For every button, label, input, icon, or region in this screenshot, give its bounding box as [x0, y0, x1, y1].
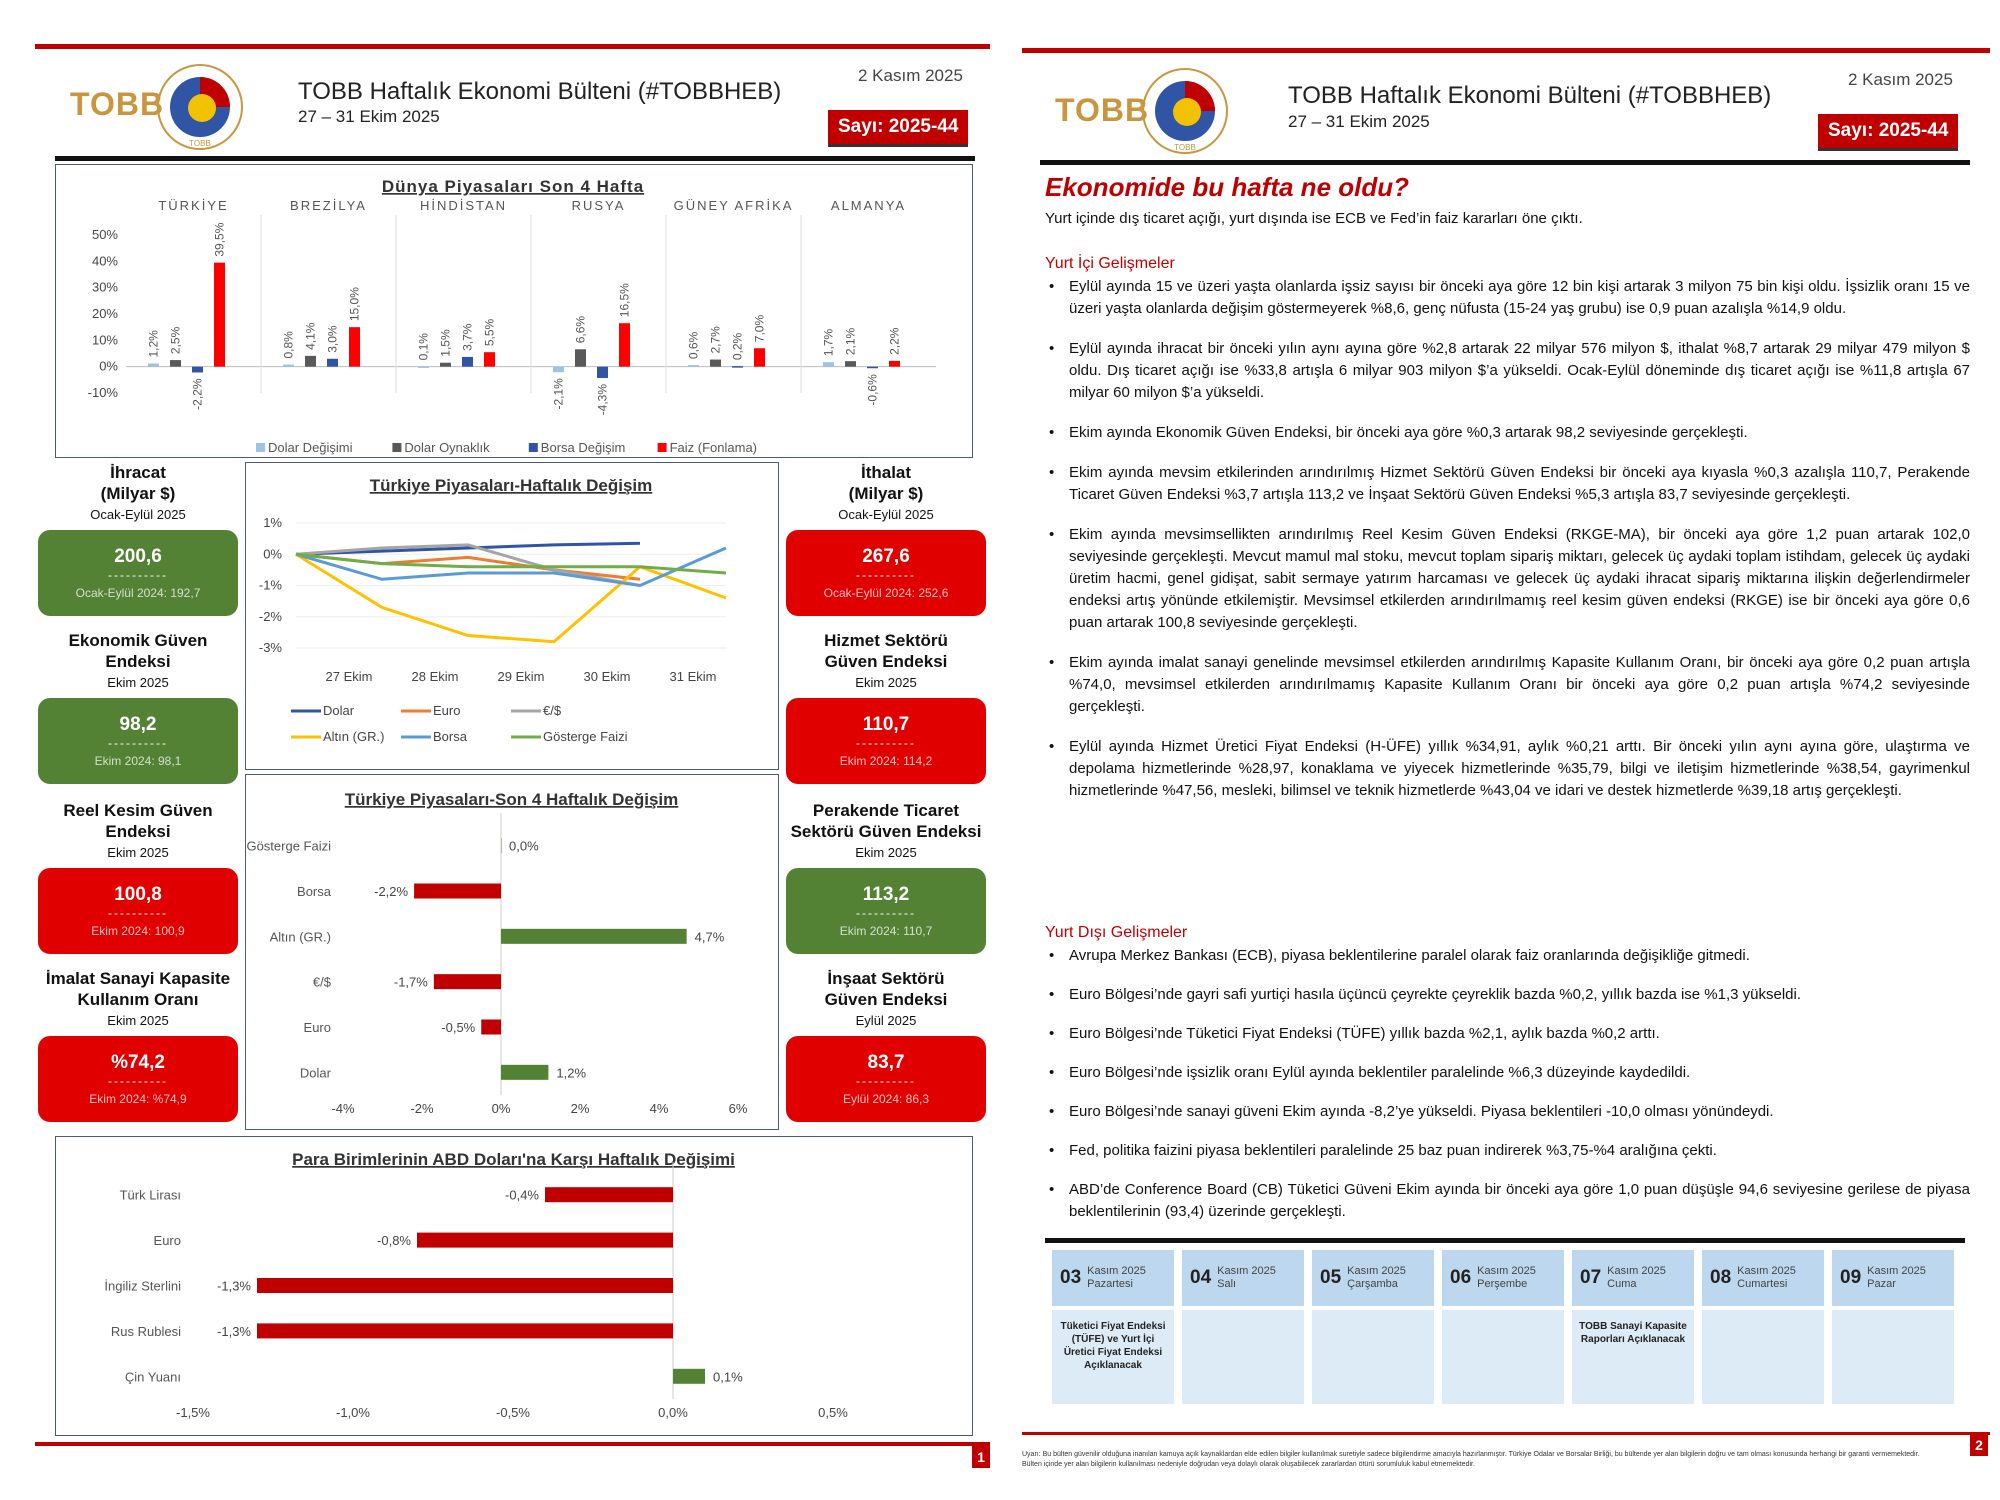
- bulletin-title-2: TOBB Haftalık Ekonomi Bülteni (#TOBBHEB): [1288, 82, 1772, 109]
- ind-title-line1: İnşaat Sektörü: [827, 969, 945, 988]
- y-tick-label: -1%: [258, 577, 282, 593]
- bar: [148, 364, 159, 367]
- calendar-day-header: [1572, 1250, 1694, 1306]
- legend-label: Euro: [433, 703, 461, 718]
- y-tick-label: 20%: [91, 306, 118, 321]
- tobb-logo-2: TOBB: [1055, 92, 1150, 128]
- y-tick-label: 1%: [263, 515, 282, 530]
- data-label: 3,0%: [325, 325, 340, 353]
- ind-previous: Ekim 2024: 98,1: [94, 754, 182, 768]
- bar: [575, 349, 586, 366]
- legend-label: Dolar Değişimi: [268, 440, 353, 455]
- legend-swatch: [392, 443, 401, 452]
- bar: [305, 356, 316, 367]
- data-label: 15,0%: [347, 287, 362, 322]
- day-text: Kasım 2025 Perşembe: [1477, 1265, 1536, 1290]
- bar: [823, 362, 834, 366]
- issue-badge-2: Sayı: 2025-44: [1818, 114, 1958, 151]
- indicator-left-title-0: [38, 462, 238, 525]
- ind-title-line1: İmalat Sanayi Kapasite: [45, 969, 231, 988]
- indicator-left-box-0: [38, 530, 238, 616]
- data-label: 4,1%: [303, 322, 318, 350]
- domestic-item: • Ekim ayında Ekonomik Güven Endeksi, bir önceki aya göre %0,3 artarak 98,2 seviyesinde gerçekleşti.: [1045, 422, 1970, 444]
- calendar-event: TOBB Sanayi Kapasite Raporları Açıklanacak: [1572, 1310, 1694, 1404]
- data-label: 16,5%: [617, 283, 632, 318]
- foreign-item: • ABD’de Conference Board (CB) Tüketici Güveni Ekim ayında bir önceki aya göre 1,0 puan düşüşle 94,6 seviyesine gerilese de piyasa beklentilerinin (93,4) üzerinde gerçekleşti.: [1045, 1179, 1970, 1223]
- data-label: 4,7%: [694, 929, 725, 945]
- day-number: 03: [1060, 1267, 1082, 1288]
- bar: [732, 366, 743, 368]
- bar: [192, 367, 203, 373]
- chart-title: Türkiye Piyasaları-Son 4 Haftalık Değişim: [344, 790, 679, 809]
- ind-period: Ekim 2025: [855, 675, 917, 690]
- tobb-seal-icon-2: [1140, 66, 1230, 156]
- bulletin-period: 27 – 31 Ekim 2025: [298, 107, 440, 126]
- data-label: 2,5%: [168, 326, 183, 355]
- domestic-item: • Ekim ayında mevsimsellikten arındırılmış Reel Kesim Güven Endeksi (RKGE-MA), bir önceki aya göre 1,2 puan artarak 102,0 seviyesinde gerçekleşti. Mevcut mamul mal stoku, mevcut toplam sipariş miktarı, gelecek üç aydaki toplam istihdam, gelecek üç aydaki üretim hacmi, genel gidişat, sabit sermaye yatırım harcaması ve gelecek üç aydaki ihracat sipariş miktarına ilişkin değerlendirmeler endeksi artış yönünde etkilemiştir. Mevsimsel etkilerden arındırılmamış reel kesim güven endeksi (RKGE) ise bir önceki aya göre 0,6 puan artarak 100,8 seviyesinde gerçekleşti.: [1045, 524, 1970, 634]
- ind-title-line2: Güven Endeksi: [824, 652, 948, 671]
- data-label: -1,3%: [217, 1323, 251, 1339]
- ind-previous: Eylül 2024: 86,3: [842, 1092, 930, 1106]
- indicator-left-title-1: [38, 630, 238, 693]
- bottom-bar: [35, 1442, 990, 1446]
- bar: [417, 1233, 673, 1248]
- foreign-item: • Euro Bölgesi’nde gayri safi yurtiçi hasıla üçüncü çeyrekte çeyreklik bazda %0,2, yıllık bazda ise %1,3 yükseldi.: [1045, 984, 1970, 1006]
- bar: [710, 360, 721, 367]
- ind-value: 100,8: [114, 884, 162, 905]
- legend-label: Altın (GR.): [323, 729, 385, 744]
- weekly-calendar: [1052, 1250, 1954, 1404]
- svg-text:TOBB: TOBB: [189, 139, 211, 148]
- y-tick-label: 40%: [91, 253, 118, 269]
- ind-title-line1: Perakende Ticaret: [812, 801, 960, 820]
- currency-change-panel: [55, 1136, 973, 1436]
- x-tick-label: 0,0%: [658, 1405, 688, 1420]
- indicator-right-title-2: [786, 800, 986, 863]
- indicator-left-box-1: [38, 698, 238, 784]
- ind-divider: ----------: [856, 568, 916, 582]
- calendar-rule: [1045, 1238, 1965, 1243]
- bar: [754, 348, 765, 366]
- calendar-day-header: [1052, 1250, 1174, 1306]
- day-number: 05: [1320, 1267, 1342, 1288]
- data-label: 2,2%: [887, 327, 902, 355]
- bar: [545, 1187, 673, 1202]
- ind-previous: Ekim 2024: 110,7: [839, 924, 933, 938]
- data-label: 1,7%: [821, 328, 836, 357]
- calendar-day-09: [1832, 1250, 1954, 1404]
- calendar-day-04: [1182, 1250, 1304, 1404]
- ind-title-line2: Sektörü Güven Endeksi: [790, 822, 982, 841]
- legend-label: Borsa Değişim: [540, 440, 626, 455]
- x-tick-label: 30 Ekim: [583, 669, 631, 684]
- category-label: Türk Lirası: [119, 1187, 181, 1203]
- calendar-day-03: [1052, 1250, 1174, 1404]
- legend-swatch: [658, 443, 667, 452]
- legend-swatch: [256, 443, 265, 452]
- day-number: 06: [1450, 1267, 1472, 1288]
- data-label: 1,5%: [438, 329, 453, 357]
- ind-value: %74,2: [111, 1052, 165, 1073]
- y-tick-label: -3%: [258, 640, 282, 655]
- ind-value: 113,2: [862, 884, 910, 905]
- day-number: 04: [1190, 1267, 1212, 1288]
- indicator-left-title-3: [38, 968, 238, 1031]
- data-label: 0,8%: [281, 331, 296, 359]
- currency-change-chart: [56, 1137, 971, 1434]
- world-markets-panel: [55, 164, 973, 458]
- indicator-right-title-3: [786, 968, 986, 1031]
- data-label: 0,2%: [730, 332, 745, 361]
- day-text: Kasım 2025 Pazar: [1867, 1265, 1926, 1290]
- calendar-event: [1312, 1310, 1434, 1404]
- x-tick-label: -1,0%: [336, 1405, 370, 1420]
- category-label: HİNDİSTAN: [419, 198, 508, 213]
- ind-period: Ocak-Eylül 2025: [90, 507, 186, 522]
- top-bar-2: [1022, 48, 1990, 53]
- indicator-right-box-0: [786, 530, 986, 616]
- calendar-day-header: [1832, 1250, 1954, 1306]
- intro-text: Yurt içinde dış ticaret açığı, yurt dışında ise ECB ve Fed’in faiz kararları öne çıktı.: [1045, 210, 1583, 227]
- data-label: -4,3%: [595, 383, 610, 416]
- chart-title: Para Birimlerinin ABD Doları'na Karşı Haftalık Değişimi: [292, 1150, 735, 1169]
- day-number: 08: [1710, 1267, 1732, 1288]
- ind-divider: ----------: [108, 736, 168, 750]
- category-label: Dolar: [299, 1065, 331, 1081]
- ind-period: Eylül 2025: [855, 1013, 917, 1028]
- page-2: [1010, 0, 2000, 1500]
- page-number: 1: [972, 1446, 990, 1468]
- y-tick-label: 30%: [91, 279, 118, 295]
- bar: [462, 357, 473, 367]
- data-label: 0,0%: [509, 838, 539, 854]
- calendar-event: [1442, 1310, 1564, 1404]
- category-label: €/$: [312, 974, 331, 990]
- data-label: -1,7%: [393, 974, 428, 990]
- data-label: -1,3%: [217, 1278, 251, 1294]
- data-label: 0,1%: [416, 333, 431, 361]
- x-tick-label: 27 Ekim: [325, 669, 373, 684]
- bulletin-date: 2 Kasım 2025: [858, 66, 963, 85]
- day-text: Kasım 2025 Cuma: [1607, 1265, 1666, 1290]
- ind-title-line2: Kullanım Oranı: [77, 990, 199, 1009]
- ind-previous: Ekim 2024: 100,9: [91, 924, 185, 938]
- category-label: Rus Rublesi: [110, 1323, 181, 1339]
- domestic-item: • Eylül ayında Hizmet Üretici Fiyat Endeksi (H-ÜFE) yıllık %34,91, aylık %0,21 arttı. Bir önceki yılın aynı ayına göre, ulaştırma ve depolama hizmetlerinde %28,97, konaklama ve yiyecek hizmetlerinde %35,79, bilgi ve iletişim hizmetlerinde %38,54, gayrimenkul hizmetlerinde %47,56, mesleki, bilimsel ve teknik hizmetlerde %43,04 ve idari ve destek hizmetlerde %39,18 artış gerçekleşti.: [1045, 736, 1970, 802]
- data-label: 6,6%: [573, 315, 588, 344]
- bar: [619, 323, 630, 366]
- calendar-event: Tüketici Fiyat Endeksi (TÜFE) ve Yurt İçi Üretici Fiyat Endeksi Açıklanacak: [1052, 1310, 1174, 1404]
- ind-title-line2: Endeksi: [105, 822, 171, 841]
- indicator-right-box-1: [786, 698, 986, 784]
- x-tick-label: -0,5%: [496, 1405, 530, 1420]
- data-label: 2,7%: [708, 326, 723, 354]
- y-tick-label: 0%: [263, 546, 282, 562]
- category-label: Euro: [303, 1020, 331, 1035]
- calendar-event: [1832, 1310, 1954, 1404]
- indicator-left-box-3: [38, 1036, 238, 1122]
- x-tick-label: 2%: [570, 1101, 590, 1116]
- legend-label: Gösterge Faizi: [543, 729, 628, 744]
- legend-label: Borsa: [433, 729, 467, 744]
- domestic-heading: Yurt İçi Gelişmeler: [1045, 255, 1175, 272]
- category-label: Altın (GR.): [269, 929, 331, 945]
- bar: [257, 1278, 673, 1293]
- day-number: 07: [1580, 1267, 1602, 1288]
- category-label: RUSYA: [571, 198, 626, 213]
- x-tick-label: 31 Ekim: [669, 669, 717, 684]
- data-label: 2,1%: [843, 327, 858, 356]
- x-tick-label: 4%: [649, 1101, 669, 1116]
- bar: [481, 1020, 501, 1035]
- svg-text:TOBB: TOBB: [1174, 143, 1196, 152]
- data-label: 5,5%: [482, 318, 497, 347]
- category-label: ALMANYA: [830, 198, 907, 213]
- calendar-day-header: [1442, 1250, 1564, 1306]
- ind-title-line2: (Milyar $): [848, 484, 924, 503]
- calendar-day-07: [1572, 1250, 1694, 1404]
- foreign-item: • Euro Bölgesi’nde sanayi güveni Ekim ayında -8,2’ye yükseldi. Piyasa beklentileri -10,0 olması yönündeydi.: [1045, 1101, 1970, 1123]
- ind-value: 98,2: [119, 714, 157, 735]
- calendar-day-08: [1702, 1250, 1824, 1404]
- indicator-right-box-2: [786, 868, 986, 954]
- world-markets-chart: [56, 165, 971, 456]
- bar: [688, 365, 699, 367]
- bar: [845, 361, 856, 367]
- ind-title-line1: Hizmet Sektörü: [824, 631, 948, 650]
- bar: [349, 327, 360, 367]
- domestic-item: • Eylül ayında 15 ve üzeri yaşta olanlarda işsiz sayısı bir önceki aya göre 12 bin kişi artarak 3 milyon 75 bin kişi oldu. İşsizlik oranı 15 ve üzeri yaşta olanlarda değişim göstermeyerek %8,6, genç nüfusta (15-24 yaş grubu) ise 0,9 puan azalışla %14,9 oldu.: [1045, 276, 1970, 320]
- y-tick-label: 0%: [99, 358, 118, 374]
- category-label: BREZİLYA: [290, 198, 367, 213]
- foreign-list: [1045, 945, 1970, 1240]
- ind-divider: ----------: [108, 568, 168, 582]
- ind-value: 200,6: [114, 546, 162, 567]
- weekly-change-chart: [246, 463, 777, 768]
- x-tick-label: 6%: [728, 1101, 748, 1116]
- legend-label: Dolar Oynaklık: [404, 440, 490, 455]
- top-bar: [35, 44, 990, 49]
- legend-label: €/$: [543, 703, 562, 718]
- category-label: Borsa: [297, 884, 331, 899]
- y-tick-label: -2%: [258, 608, 282, 624]
- bulletin-title: TOBB Haftalık Ekonomi Bülteni (#TOBBHEB): [298, 78, 782, 105]
- calendar-day-05: [1312, 1250, 1434, 1404]
- indicator-right-title-0: [786, 462, 986, 525]
- calendar-day-header: [1702, 1250, 1824, 1306]
- ind-title-line1: İthalat: [860, 463, 912, 482]
- bar: [434, 974, 501, 989]
- data-label: 0,6%: [686, 331, 701, 360]
- ind-title-line2: Güven Endeksi: [824, 990, 948, 1009]
- ind-period: Ekim 2025: [107, 1013, 169, 1028]
- ind-value: 110,7: [862, 714, 910, 735]
- bar: [214, 263, 225, 367]
- data-label: 0,1%: [713, 1369, 743, 1385]
- legend-label: Dolar: [323, 703, 355, 718]
- ind-period: Ekim 2025: [855, 845, 917, 860]
- ind-title-line2: (Milyar $): [100, 484, 176, 503]
- category-label: Euro: [153, 1233, 181, 1249]
- four-week-change-panel: [245, 774, 779, 1130]
- indicator-right-title-1: [786, 630, 986, 693]
- ind-divider: ----------: [108, 1074, 168, 1088]
- ind-previous: Ekim 2024: %74,9: [89, 1092, 187, 1106]
- calendar-day-header: [1182, 1250, 1304, 1306]
- category-label: İngiliz Sterlini: [104, 1278, 181, 1294]
- category-label: GÜNEY AFRİKA: [673, 198, 794, 213]
- ind-divider: ----------: [856, 736, 916, 750]
- bar: [440, 363, 451, 367]
- day-text: Kasım 2025 Cumartesi: [1737, 1265, 1796, 1290]
- y-tick-label: 10%: [91, 332, 118, 348]
- data-label: 3,7%: [460, 323, 475, 351]
- category-label: TÜRKİYE: [158, 198, 229, 213]
- ind-divider: ----------: [856, 906, 916, 920]
- data-label: -0,4%: [505, 1187, 539, 1203]
- category-label: Gösterge Faizi: [246, 838, 331, 854]
- x-tick-label: -4%: [331, 1101, 355, 1116]
- bottom-bar-2: [1022, 1432, 1990, 1435]
- indicator-left-title-2: [38, 800, 238, 863]
- bar: [501, 929, 687, 944]
- issue-badge: Sayı: 2025-44: [828, 110, 968, 147]
- legend-swatch: [529, 443, 538, 452]
- indicator-right-box-3: [786, 1036, 986, 1122]
- header-rule-2: [1040, 160, 1970, 165]
- data-label: 1,2%: [556, 1065, 587, 1081]
- foreign-item: • Euro Bölgesi’nde işsizlik oranı Eylül ayında beklentiler paralelinde %6,3 düzeyinde kaydedildi.: [1045, 1062, 1970, 1084]
- ind-divider: ----------: [856, 1074, 916, 1088]
- foreign-item: • Euro Bölgesi’nde Tüketici Fiyat Endeksi (TÜFE) yıllık bazda %2,1, aylık bazda %0,2 arttı.: [1045, 1023, 1970, 1045]
- bulletin-period-2: 27 – 31 Ekim 2025: [1288, 112, 1430, 131]
- bar: [327, 359, 338, 367]
- bar: [673, 1369, 705, 1384]
- foreign-item: • Fed, politika faizini piyasa beklentileri paralelinde 25 baz puan indirerek %3,75-%4 aralığına çekti.: [1045, 1140, 1970, 1162]
- ind-title-line1: İhracat: [110, 463, 166, 482]
- page-number-2: 2: [1970, 1434, 1988, 1456]
- day-text: Kasım 2025 Salı: [1217, 1265, 1276, 1290]
- data-label: -2,2%: [190, 378, 205, 410]
- ind-divider: ----------: [108, 906, 168, 920]
- bar: [484, 352, 495, 366]
- ind-period: Ekim 2025: [107, 675, 169, 690]
- domestic-item: • Ekim ayında mevsim etkilerinden arındırılmış Hizmet Sektörü Güven Endeksi bir önceki aya kıyasla %0,3 azalışla 110,7, Perakende Ticaret Güven Endeksi %3,7 artışla 113,2 ve İnşaat Sektörü Güven Endeksi %5,3 artışla 83,7 seviyesinde gerçekleşti.: [1045, 462, 1970, 506]
- calendar-event: [1702, 1310, 1824, 1404]
- foreign-heading: Yurt Dışı Gelişmeler: [1045, 924, 1188, 941]
- domestic-item: • Eylül ayında ihracat bir önceki yılın aynı ayına göre %2,8 artarak 22 milyar 576 milyon $, ithalat %8,7 artarak 29 milyar 479 milyon $ oldu. Dış ticaret açığı ise %33,8 artışla 6 milyar 903 milyon $’a yükseldi. Ocak-Eylül döneminde dış ticaret açığı ise %11,8 artışla 67 milyar 60 milyon $’a yükseldi.: [1045, 338, 1970, 404]
- weekly-change-panel: [245, 462, 779, 770]
- bar: [257, 1323, 673, 1338]
- bar: [597, 367, 608, 378]
- ind-value: 267,6: [862, 546, 910, 567]
- bar: [418, 366, 429, 368]
- ind-title-line1: Ekonomik Güven: [68, 631, 208, 650]
- ind-period: Ekim 2025: [107, 845, 169, 860]
- chart-title: Türkiye Piyasaları-Haftalık Değişim: [369, 476, 653, 495]
- bulletin-date-2: 2 Kasım 2025: [1848, 70, 1953, 89]
- ind-previous: Ekim 2024: 114,2: [839, 754, 933, 768]
- calendar-event: [1182, 1310, 1304, 1404]
- four-week-change-chart: [246, 775, 777, 1128]
- x-tick-label: 29 Ekim: [497, 669, 545, 684]
- ind-title-line2: Endeksi: [105, 652, 171, 671]
- bar: [170, 360, 181, 367]
- data-label: -0,8%: [377, 1233, 411, 1249]
- bar: [283, 365, 294, 367]
- ind-previous: Ocak-Eylül 2024: 192,7: [75, 586, 201, 600]
- foreign-item: • Avrupa Merkez Bankası (ECB), piyasa beklentilerine paralel olarak faiz oranlarında değişikliğe gitmedi.: [1045, 945, 1970, 967]
- day-text: Kasım 2025 Pazartesi: [1087, 1265, 1146, 1290]
- tobb-seal-icon: [155, 62, 245, 152]
- day-text: Kasım 2025 Çarşamba: [1347, 1265, 1406, 1290]
- ind-title-line1: Reel Kesim Güven: [63, 801, 213, 820]
- data-label: -2,2%: [374, 884, 409, 899]
- calendar-day-06: [1442, 1250, 1564, 1404]
- day-number: 09: [1840, 1267, 1862, 1288]
- data-label: -0,6%: [865, 374, 880, 406]
- ind-value: 83,7: [867, 1052, 905, 1073]
- tobb-logo: TOBB: [70, 86, 165, 122]
- domestic-list: [1045, 276, 1970, 820]
- chart-title: Dünya Piyasaları Son 4 Hafta: [381, 177, 645, 196]
- bar: [553, 367, 564, 373]
- indicator-left-box-2: [38, 868, 238, 954]
- section-heading: Ekonomide bu hafta ne oldu?: [1045, 172, 1409, 202]
- bar: [501, 1065, 548, 1080]
- disclaimer: Uyarı: Bu bülten güvenilir olduğuna inanılan kamuya açık kaynaklardan elde edilen bilgiler kullanılmak suretiyle sadece bilgilendirme amacıyla hazırlanmıştır. Türkiye Odalar ve Borsalar Birliği, bu bültende yer alan bilgilerin doğru ve tam olması konusunda herhangi bir garanti vermemektedir. Bülten içinde yer alan bilgilerin kullanılması nedeniyle doğrudan veya dolaylı olarak oluşabilecek zararlardan ötürü sorumluluk kabul etmemektedir.: [1022, 1451, 1920, 1468]
- data-label: -2,1%: [551, 378, 566, 410]
- bar: [889, 361, 900, 367]
- data-label: 1,2%: [146, 330, 161, 358]
- ind-previous: Ocak-Eylül 2024: 252,6: [823, 586, 949, 600]
- data-label: 7,0%: [752, 314, 767, 343]
- calendar-day-header: [1312, 1250, 1434, 1306]
- category-label: Çin Yuanı: [124, 1369, 181, 1385]
- x-tick-label: 28 Ekim: [411, 669, 459, 684]
- x-tick-label: -2%: [410, 1101, 434, 1116]
- bar: [501, 838, 502, 853]
- y-tick-label: -10%: [87, 385, 118, 400]
- x-tick-label: -1,5%: [176, 1405, 210, 1420]
- x-tick-label: 0%: [491, 1101, 511, 1116]
- legend-label: Faiz (Fonlama): [669, 440, 758, 455]
- ind-period: Ocak-Eylül 2025: [838, 507, 934, 522]
- bar: [867, 367, 878, 369]
- y-tick-label: 50%: [91, 227, 118, 242]
- header-rule: [55, 156, 975, 161]
- data-label: 39,5%: [212, 222, 227, 257]
- bar: [414, 884, 501, 899]
- x-tick-label: 0,5%: [818, 1405, 848, 1420]
- data-label: -0,5%: [441, 1020, 476, 1035]
- domestic-item: • Ekim ayında imalat sanayi genelinde mevsimsel etkilerden arındırılmış Kapasite Kullanım Oranı, bir önceki aya göre 0,2 puan artışla %74,0, mevsimsel etkilerden arındırılmamış Kapasite Kullanım Oranı bir önceki aya göre 0,2 puan artışla %74,2 seviyesinde gerçekleşti.: [1045, 652, 1970, 718]
